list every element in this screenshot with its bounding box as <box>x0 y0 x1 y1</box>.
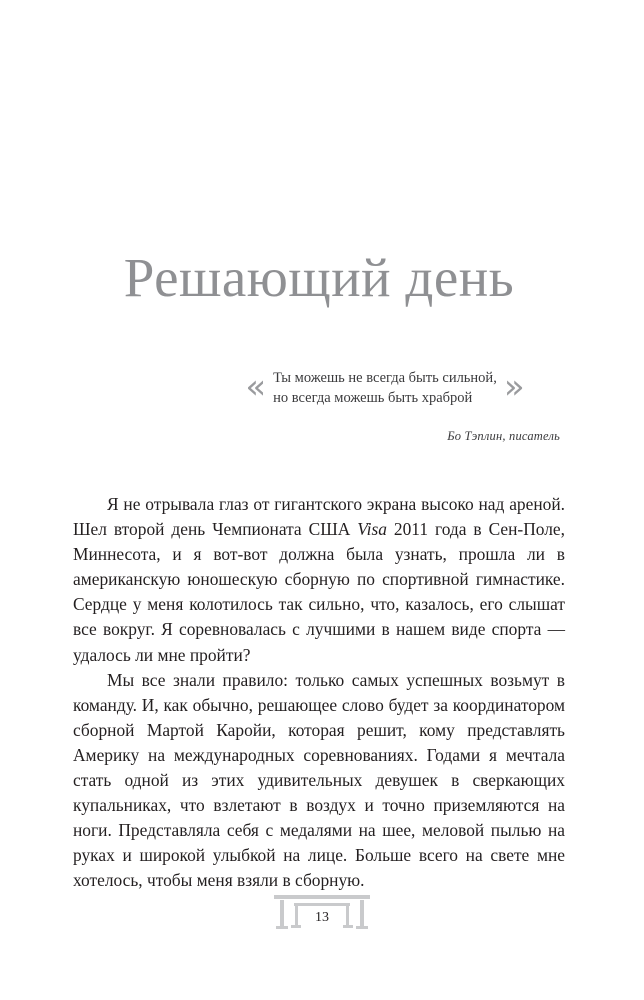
paragraph-1-part-a: Я не отрывала глаз от гигантского экрана высоко над ареной. Шел второй день Чемпионата США <box>73 494 565 540</box>
epigraph-text <box>273 368 497 408</box>
epigraph-author: Бо Тэплин, писатель <box>447 429 560 443</box>
chapter-title: Решающий день <box>123 247 515 308</box>
epigraph-block <box>210 368 560 408</box>
paragraph-1-part-b: 2011 года в Сен-Поле, Миннесота, и я вот-вот должна была узнать, прошла ли в американскую юношескую сборную по спортивной гимнастике. Сердце у меня колотилось так сильно, что, казалось, его слышат все вокруг. Я соревновалась с лучшими в нашем виде спорта — удалось ли мне пройти? <box>73 519 565 665</box>
ornament-left-foot <box>276 926 288 929</box>
quote-close-icon: » <box>503 367 525 407</box>
ornament-top-bar <box>274 895 370 899</box>
folio-ornament-icon <box>272 893 372 937</box>
ornament-right-foot <box>356 926 368 929</box>
page-number: 13 <box>315 910 329 925</box>
ornament-crossbar <box>294 903 350 906</box>
quote-open-icon: « <box>245 367 267 407</box>
paragraph-1 <box>73 492 565 668</box>
epigraph-line-1: Ты можешь не всегда быть сильной, <box>273 370 497 386</box>
epigraph-line-2: но всегда можешь быть храброй <box>273 390 473 406</box>
folio <box>0 893 644 943</box>
paragraph-2: Мы все знали правило: только самых успешных возьмут в команду. И, как обычно, решающее слово будет за координатором сборной Мартой Каройи, которая решит, кому представлять Америку на международных соревнованиях. Годами я мечтала стать одной из этих удивительных девушек в сверкающих купальниках, что взлетают в воздух и точно приземляются на ноги. Представляла себя с медалями на шее, меловой пылью на руках и широкой улыбкой на лице. Больше всего на свете мне хотелось, чтобы меня взяли в сборную. <box>73 669 565 891</box>
paragraph-1-italic-visa: Visa <box>357 519 387 540</box>
body-copy <box>73 492 565 894</box>
